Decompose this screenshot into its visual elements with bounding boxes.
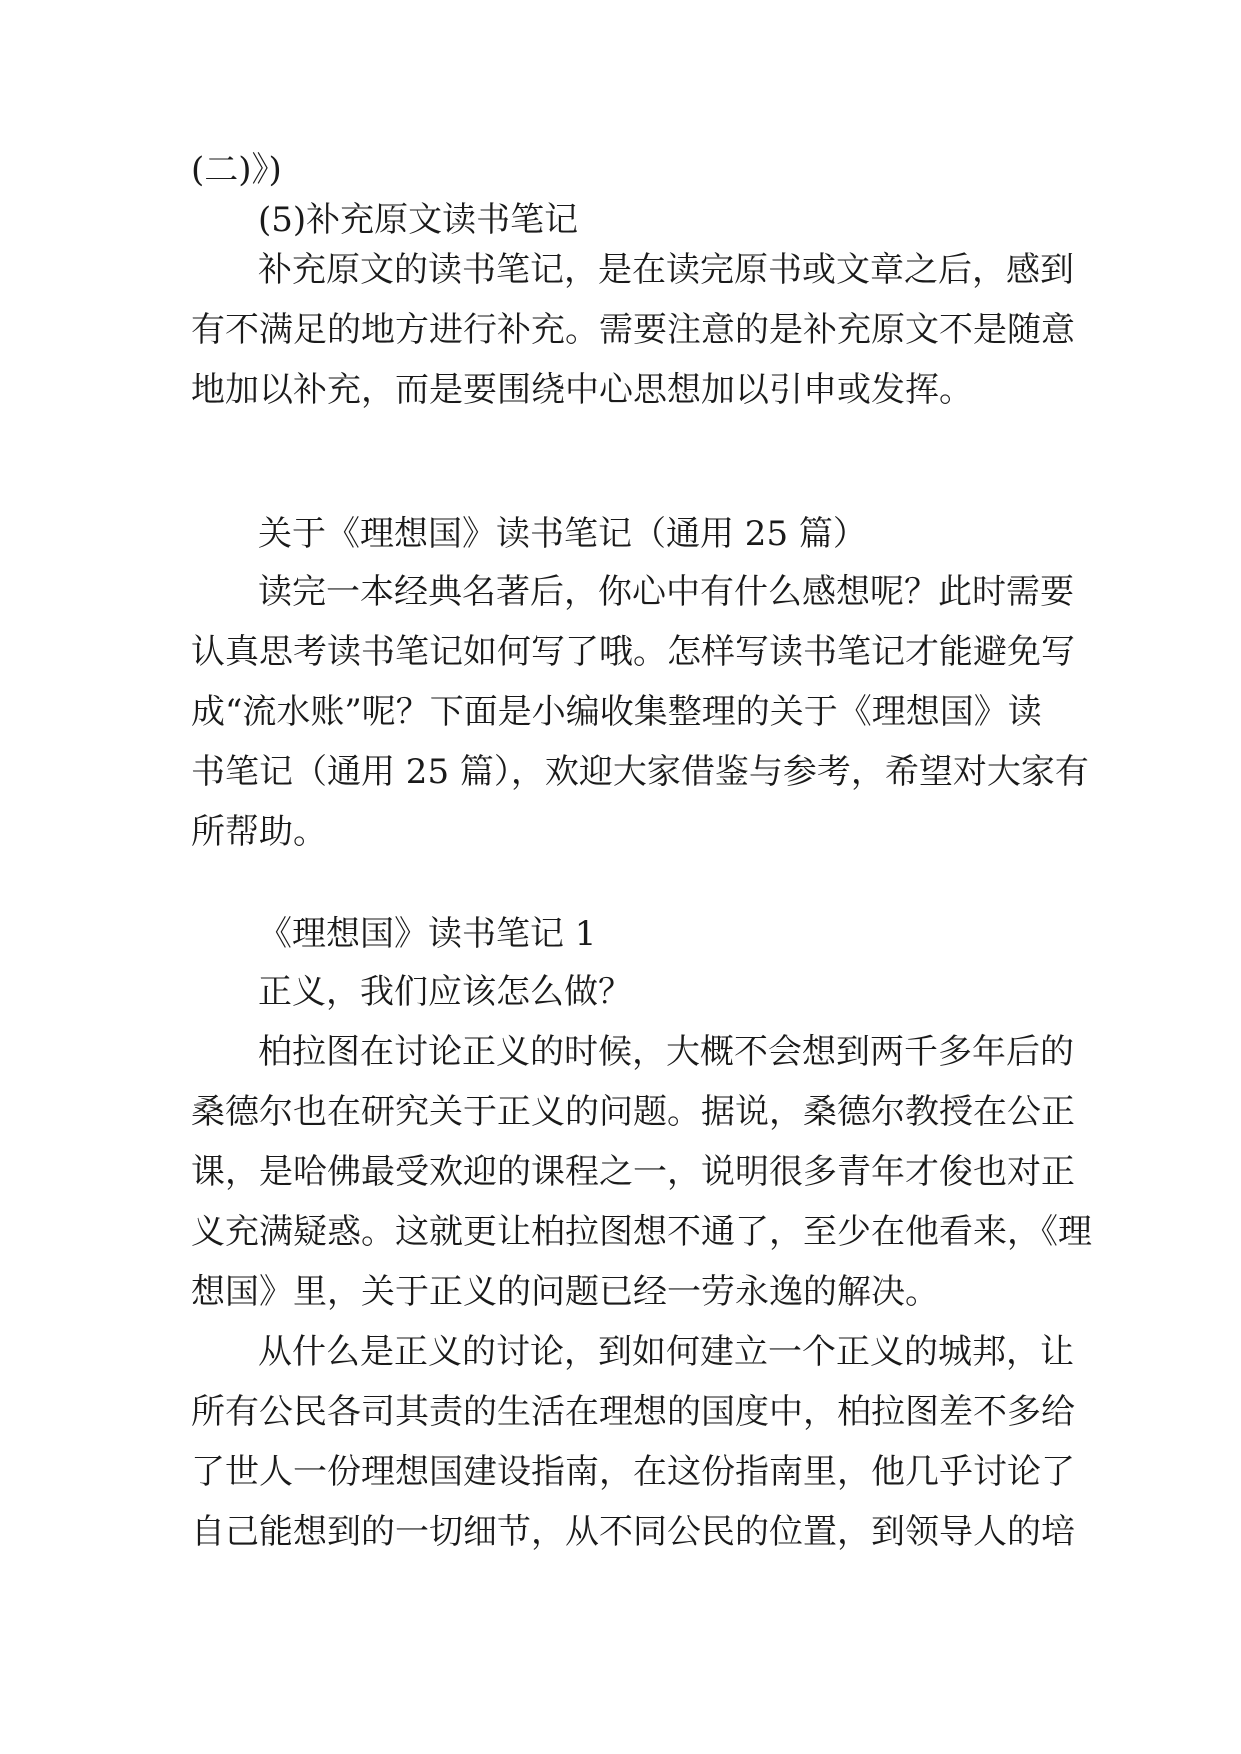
text-line: 补充原文的读书笔记，是在读完原书或文章之后，感到 xyxy=(258,250,1074,290)
text-line: 义充满疑惑。这就更让柏拉图想不通了，至少在他看来，《理 xyxy=(191,1212,1092,1252)
text-line: (二)》) xyxy=(191,150,282,190)
text-line: 认真思考读书笔记如何写了哦。怎样写读书笔记才能避免写 xyxy=(191,632,1075,672)
text-line: 柏拉图在讨论正义的时候，大概不会想到两千多年后的 xyxy=(258,1032,1074,1072)
note-heading: 《理想国》读书笔记 1 xyxy=(258,914,597,954)
section-heading: (5)补充原文读书笔记 xyxy=(258,200,579,240)
text-line: 正义，我们应该怎么做？ xyxy=(258,972,632,1012)
text-line: 想国》里，关于正义的问题已经一劳永逸的解决。 xyxy=(191,1272,939,1312)
text-line: 读完一本经典名著后，你心中有什么感想呢？此时需要 xyxy=(258,572,1074,612)
text-line: 课，是哈佛最受欢迎的课程之一，说明很多青年才俊也对正 xyxy=(191,1152,1075,1192)
text-line: 从什么是正义的讨论，到如何建立一个正义的城邦，让 xyxy=(258,1332,1074,1372)
text-line: 自己能想到的一切细节，从不同公民的位置，到领导人的培 xyxy=(191,1512,1075,1552)
text-line: 有不满足的地方进行补充。需要注意的是补充原文不是随意 xyxy=(191,310,1075,350)
text-line: 桑德尔也在研究关于正义的问题。据说，桑德尔教授在公正 xyxy=(191,1092,1075,1132)
text-line: 所有公民各司其责的生活在理想的国度中，柏拉图差不多给 xyxy=(191,1392,1075,1432)
text-line: 地加以补充，而是要围绕中心思想加以引申或发挥。 xyxy=(191,370,973,410)
text-line: 成“流水账”呢？下面是小编收集整理的关于《理想国》读 xyxy=(191,692,1042,732)
text-line: 书笔记（通用 25 篇），欢迎大家借鉴与参考，希望对大家有 xyxy=(191,752,1089,792)
article-title: 关于《理想国》读书笔记（通用 25 篇） xyxy=(258,514,867,554)
text-line: 所帮助。 xyxy=(191,812,327,852)
text-line: 了世人一份理想国建设指南，在这份指南里，他几乎讨论了 xyxy=(191,1452,1075,1492)
